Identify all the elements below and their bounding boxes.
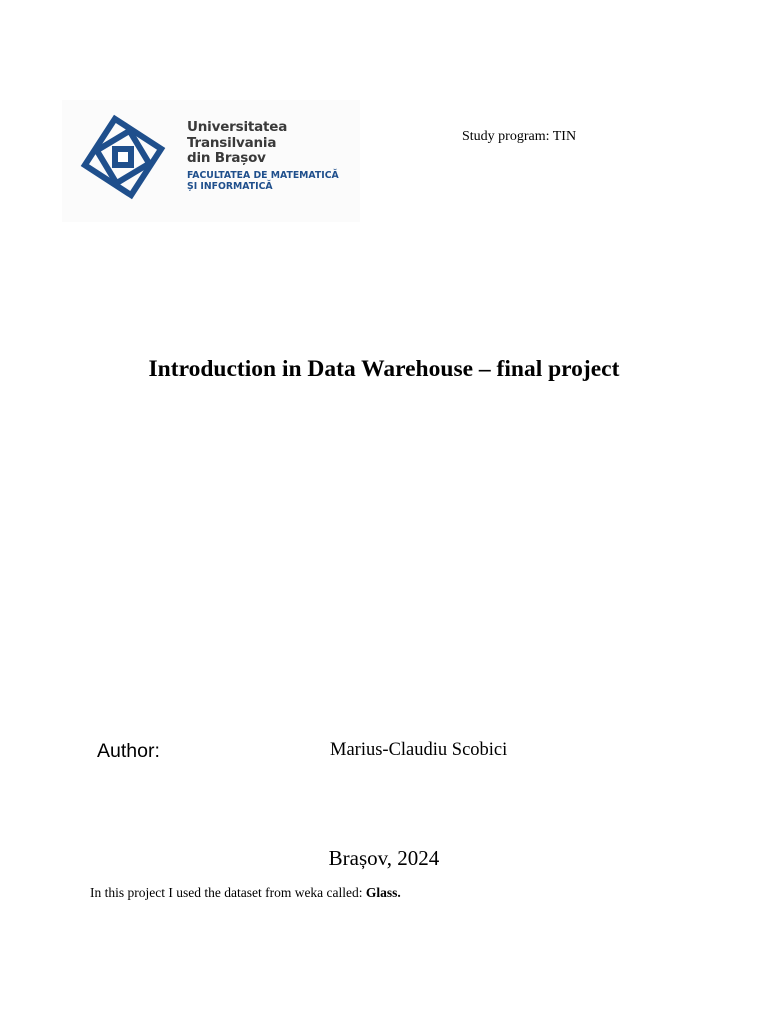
dataset-name: Glass. — [365, 885, 401, 900]
logo-faculty-line-1: FACULTATEA DE MATEMATICĂ — [187, 169, 339, 181]
document-title: Introduction in Data Warehouse – final project — [148, 356, 620, 382]
logo-text — [187, 120, 339, 192]
study-program: Study program: TIN — [462, 129, 577, 144]
place-date: Brașov, 2024 — [328, 846, 440, 870]
university-emblem-icon — [78, 112, 168, 208]
intro-paragraph — [90, 885, 401, 901]
logo-university-line-2: Transilvania — [187, 134, 277, 151]
intro-text: In this project I used the dataset from weka called: — [90, 885, 366, 900]
author-name: Marius-Claudiu Scobici — [330, 740, 508, 760]
logo-university-line-1: Universitatea — [187, 119, 288, 135]
logo-university-line-3: din Brașov — [187, 150, 266, 166]
author-label: Author: — [97, 740, 160, 762]
logo-faculty-line-2: ȘI INFORMATICĂ — [187, 180, 273, 192]
university-logo — [62, 100, 360, 222]
